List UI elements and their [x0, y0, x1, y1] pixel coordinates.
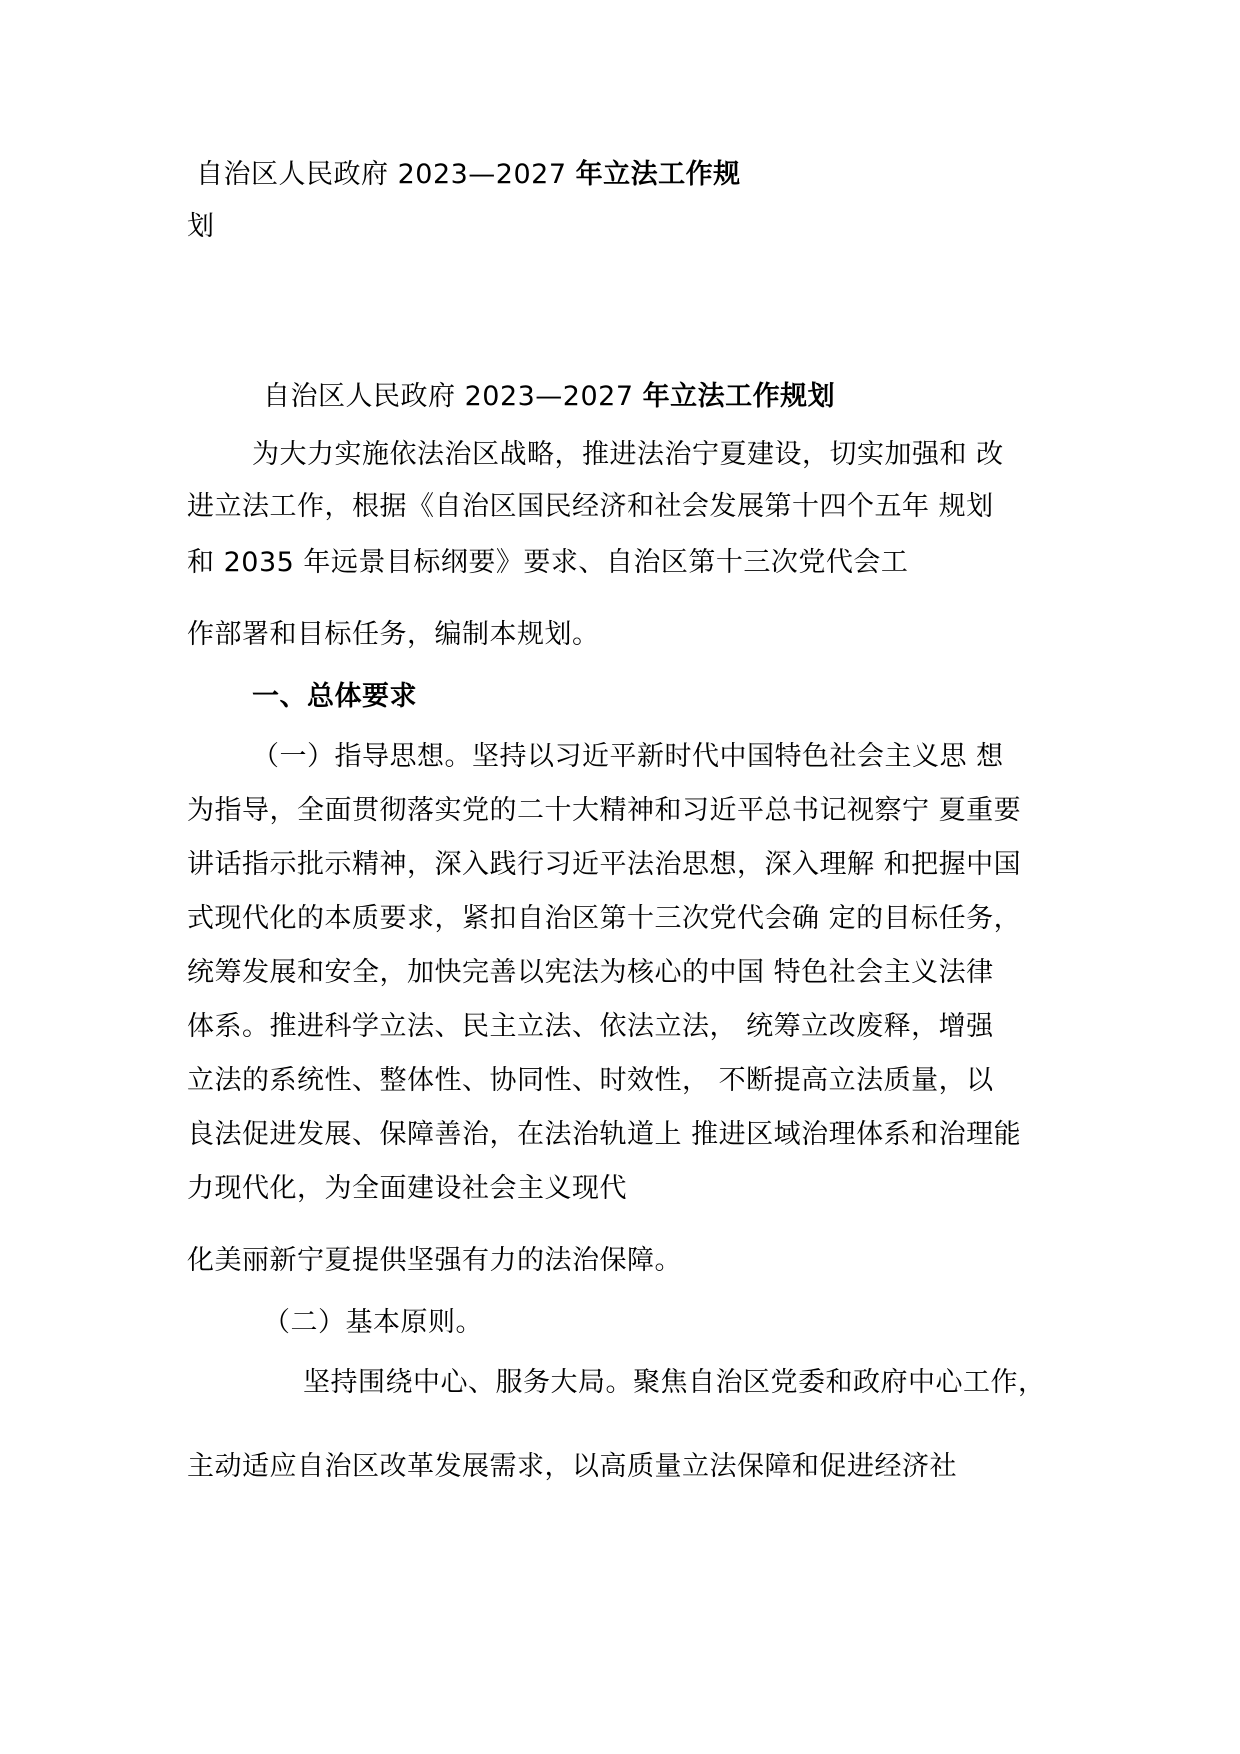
- section-heading: 一、总体要求: [252, 681, 417, 712]
- body-line: （一）指导思想。坚持以习近平新时代中国特色社会主义思 想: [252, 741, 1004, 772]
- body-line: 坚持围绕中心、服务大局。聚焦自治区党委和政府中心工作，: [303, 1367, 1046, 1398]
- body-line: 统筹发展和安全，加快完善以宪法为核心的中国 特色社会主义法律: [187, 957, 994, 988]
- body-line: 力现代化，为全面建设社会主义现代: [187, 1173, 627, 1204]
- header-title-bold: 年立法工作规: [575, 159, 741, 190]
- body-line: 体系。推进科学立法、民主立法、依法立法， 统筹立改废释，增强: [187, 1011, 994, 1042]
- header-title: [196, 158, 741, 192]
- document-title-plain: 自治区人民政府 2023—2027: [263, 381, 643, 412]
- subsection-heading: （二）基本原则。: [263, 1307, 483, 1338]
- intro-line: 和 2035 年远景目标纲要》要求、自治区第十三次党代会工: [187, 547, 909, 578]
- body-line: 式现代化的本质要求，紧扣自治区第十三次党代会确 定的目标任务，: [187, 903, 1022, 934]
- header-title-plain: 自治区人民政府 2023—2027: [196, 159, 576, 190]
- body-line: 主动适应自治区改革发展需求，以高质量立法保障和促进经济社: [187, 1451, 957, 1482]
- intro-line: 为大力实施依法治区战略，推进法治宁夏建设，切实加强和 改: [252, 439, 1004, 470]
- body-line: 立法的系统性、整体性、协同性、时效性， 不断提高立法质量，以: [187, 1065, 994, 1096]
- body-line: 化美丽新宁夏提供坚强有力的法治保障。: [187, 1245, 682, 1276]
- intro-line: 作部署和目标任务，编制本规划。: [187, 619, 600, 650]
- body-line: 良法促进发展、保障善治，在法治轨道上 推进区域治理体系和治理能: [187, 1119, 1022, 1150]
- document-title: [263, 380, 835, 414]
- body-line: 讲话指示批示精神，深入践行习近平法治思想，深入理解 和把握中国: [187, 849, 1022, 880]
- document-title-bold: 年立法工作规划: [642, 381, 836, 412]
- intro-line: 进立法工作，根据《自治区国民经济和社会发展第十四个五年 规划: [187, 491, 994, 522]
- body-line: 为指导，全面贯彻落实党的二十大精神和习近平总书记视察宁 夏重要: [187, 795, 1022, 826]
- header-title-wrap: 划: [187, 211, 215, 242]
